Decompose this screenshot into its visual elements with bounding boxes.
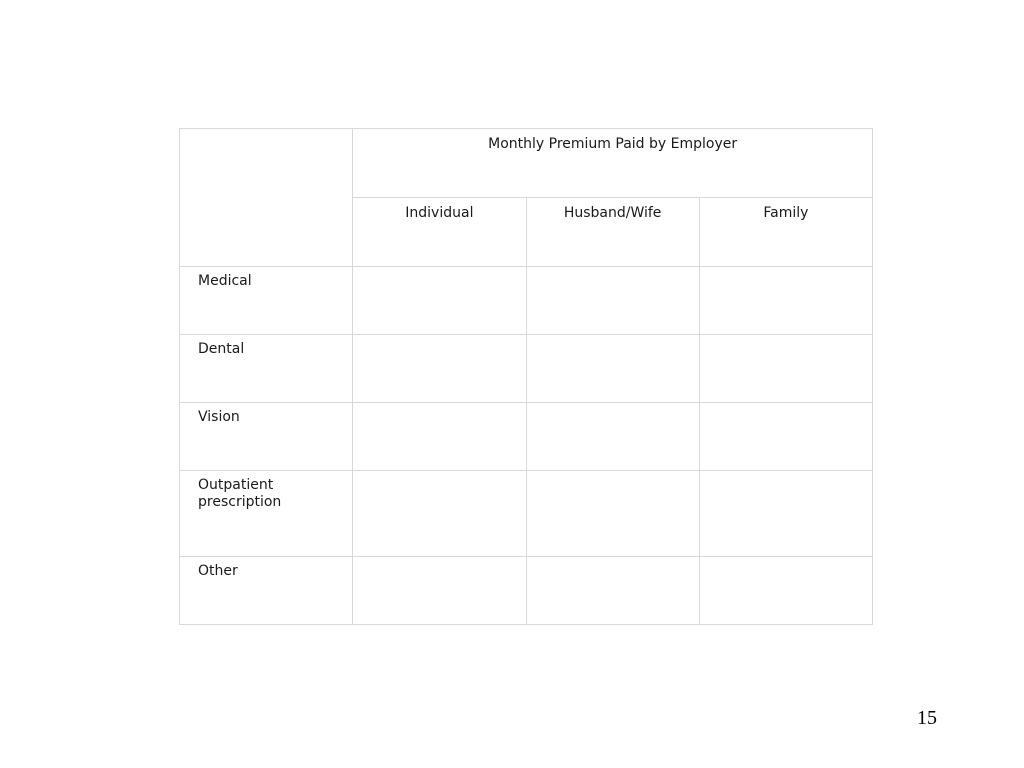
table-header-group-row bbox=[180, 129, 873, 198]
premium-table bbox=[179, 128, 873, 625]
table-row bbox=[180, 403, 873, 471]
table-row bbox=[180, 267, 873, 335]
table-cell bbox=[353, 335, 526, 403]
column-header-family: Family bbox=[699, 198, 872, 267]
table-cell bbox=[526, 335, 699, 403]
table-cell bbox=[353, 267, 526, 335]
table-cell bbox=[699, 335, 872, 403]
table-cell bbox=[526, 267, 699, 335]
row-label-other: Other bbox=[180, 557, 353, 625]
row-label-vision: Vision bbox=[180, 403, 353, 471]
group-header-cell bbox=[353, 129, 873, 198]
table-cell bbox=[699, 267, 872, 335]
group-header-text: Monthly Premium Paid by Employer bbox=[488, 136, 738, 152]
table-cell bbox=[526, 557, 699, 625]
table-row bbox=[180, 335, 873, 403]
row-label-dental: Dental bbox=[180, 335, 353, 403]
page-number: 15 bbox=[917, 707, 937, 729]
table-cell bbox=[353, 403, 526, 471]
table-row bbox=[180, 471, 873, 557]
table-cell bbox=[699, 471, 872, 557]
column-header-husband-wife: Husband/Wife bbox=[526, 198, 699, 267]
table-cell bbox=[353, 471, 526, 557]
table-corner-cell bbox=[180, 129, 353, 267]
table-row bbox=[180, 557, 873, 625]
row-label-medical: Medical bbox=[180, 267, 353, 335]
row-label-outpatient-prescription: Outpatient prescription bbox=[180, 471, 353, 557]
table-cell bbox=[699, 557, 872, 625]
table-cell bbox=[353, 557, 526, 625]
table-cell bbox=[699, 403, 872, 471]
table-cell bbox=[526, 471, 699, 557]
table-cell bbox=[526, 403, 699, 471]
column-header-individual: Individual bbox=[353, 198, 526, 267]
